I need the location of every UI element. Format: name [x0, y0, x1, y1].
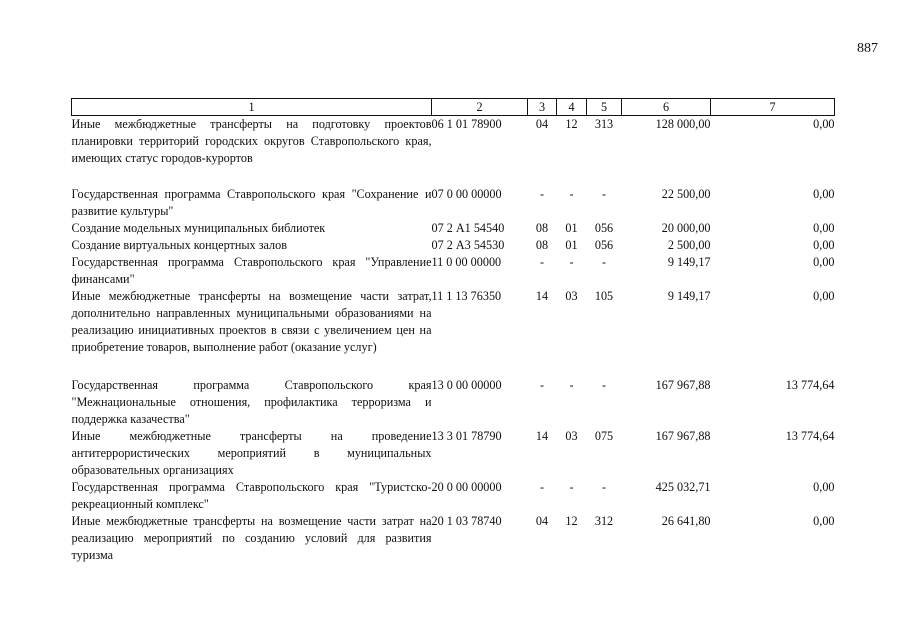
header-col-3: 3 — [528, 99, 557, 116]
table-row — [72, 237, 835, 254]
row-type: - — [601, 187, 607, 201]
row-name: Иные межбюджетные трансферты на проведение антитеррористических мероприятий в муниципальных образовательных организациях — [71, 429, 432, 477]
row-section: 08 — [535, 238, 549, 252]
row-amount: 26 641,80 — [661, 514, 711, 528]
row-code: 11 0 00 00000 — [431, 255, 502, 269]
row-amount: 22 500,00 — [661, 187, 711, 201]
row-name: Государственная программа Ставропольского края "Управление финансами" — [71, 255, 432, 286]
row-code: 20 1 03 78740 — [431, 514, 502, 528]
header-col-5: 5 — [587, 99, 622, 116]
row-section: 08 — [535, 221, 549, 235]
row-amount-2: 13 774,64 — [785, 429, 835, 443]
table-row — [72, 288, 835, 377]
row-type: 313 — [594, 117, 614, 131]
table-row — [72, 116, 835, 187]
row-name: Государственная программа Ставропольского края "Сохранение и развитие культуры" — [71, 187, 432, 218]
row-name: Иные межбюджетные трансферты на возмещение части затрат, дополнительно направленных муниципальными образованиями на реализацию инициативных проектов в связи с увеличением цен на приобретение товаров, выполнение работ (оказание услуг) — [71, 289, 432, 354]
row-type: 056 — [594, 238, 614, 252]
row-name: Иные межбюджетные трансферты на подготовку проектов планировки территорий городских округов Ставропольского края, имеющих статус городов-курортов — [71, 117, 432, 165]
row-amount: 20 000,00 — [661, 221, 711, 235]
row-code: 07 2 А3 54530 — [431, 238, 505, 252]
row-amount: 167 967,88 — [655, 378, 711, 392]
row-subsection: 03 — [565, 289, 578, 303]
row-amount: 2 500,00 — [667, 238, 711, 252]
row-section: 04 — [535, 117, 549, 131]
row-amount: 9 149,17 — [667, 255, 711, 269]
row-amount-2: 0,00 — [813, 117, 835, 131]
row-subsection: - — [569, 187, 574, 201]
row-type: 312 — [594, 514, 614, 528]
row-amount-2: 0,00 — [813, 289, 835, 303]
row-amount-2: 0,00 — [813, 255, 835, 269]
row-subsection: 01 — [565, 238, 578, 252]
header-col-4: 4 — [557, 99, 587, 116]
row-subsection: - — [569, 480, 574, 494]
row-section: 14 — [535, 289, 549, 303]
row-code: 20 0 00 00000 — [431, 480, 502, 494]
row-section: - — [539, 187, 545, 201]
table-row — [72, 254, 835, 288]
row-section: - — [539, 378, 545, 392]
row-code: 13 0 00 00000 — [431, 378, 502, 392]
row-type: - — [601, 480, 607, 494]
table-header-row — [72, 99, 835, 116]
row-amount: 167 967,88 — [655, 429, 711, 443]
row-subsection: 03 — [565, 429, 578, 443]
row-name: Государственная программа Ставропольского края "Туристско-рекреационный комплекс" — [71, 480, 432, 511]
row-amount: 425 032,71 — [655, 480, 711, 494]
row-type: 056 — [594, 221, 614, 235]
row-code: 07 2 А1 54540 — [431, 221, 505, 235]
row-subsection: - — [569, 255, 574, 269]
row-amount: 128 000,00 — [655, 117, 711, 131]
table-row — [72, 479, 835, 513]
row-amount-2: 0,00 — [813, 480, 835, 494]
row-type: - — [601, 378, 607, 392]
row-name: Создание модельных муниципальных библиотек — [71, 221, 326, 235]
table-row — [72, 377, 835, 428]
row-amount-2: 0,00 — [813, 187, 835, 201]
header-col-1: 1 — [72, 99, 432, 116]
row-type: - — [601, 255, 607, 269]
row-name: Создание виртуальных концертных залов — [71, 238, 287, 252]
row-section: 04 — [535, 514, 549, 528]
row-name: Государственная программа Ставропольского края "Межнациональные отношения, профилактика терроризма и поддержка казачества" — [71, 378, 432, 426]
row-type: 075 — [594, 429, 614, 443]
table-row — [72, 186, 835, 220]
row-code: 13 3 01 78790 — [431, 429, 502, 443]
row-type: 105 — [594, 289, 614, 303]
row-code: 11 1 13 76350 — [431, 289, 502, 303]
row-amount-2: 0,00 — [813, 514, 835, 528]
table-row — [72, 513, 835, 564]
row-section: - — [539, 480, 545, 494]
row-subsection: 12 — [565, 117, 578, 131]
row-code: 07 0 00 00000 — [431, 187, 502, 201]
row-section: 14 — [535, 429, 549, 443]
row-subsection: 01 — [565, 221, 578, 235]
row-amount-2: 0,00 — [813, 221, 835, 235]
row-code: 06 1 01 78900 — [431, 117, 502, 131]
page-number: 887 — [857, 41, 878, 56]
table-row — [72, 220, 835, 237]
row-subsection: - — [569, 378, 574, 392]
row-section: - — [539, 255, 545, 269]
budget-table — [71, 98, 835, 564]
row-amount: 9 149,17 — [667, 289, 711, 303]
row-amount-2: 0,00 — [813, 238, 835, 252]
header-col-6: 6 — [622, 99, 711, 116]
table-row — [72, 428, 835, 479]
row-name: Иные межбюджетные трансферты на возмещение части затрат на реализацию мероприятий по созданию условий для развития туризма — [71, 514, 432, 562]
row-subsection: 12 — [565, 514, 578, 528]
row-amount-2: 13 774,64 — [785, 378, 835, 392]
header-col-2: 2 — [432, 99, 528, 116]
header-col-7: 7 — [711, 99, 835, 116]
